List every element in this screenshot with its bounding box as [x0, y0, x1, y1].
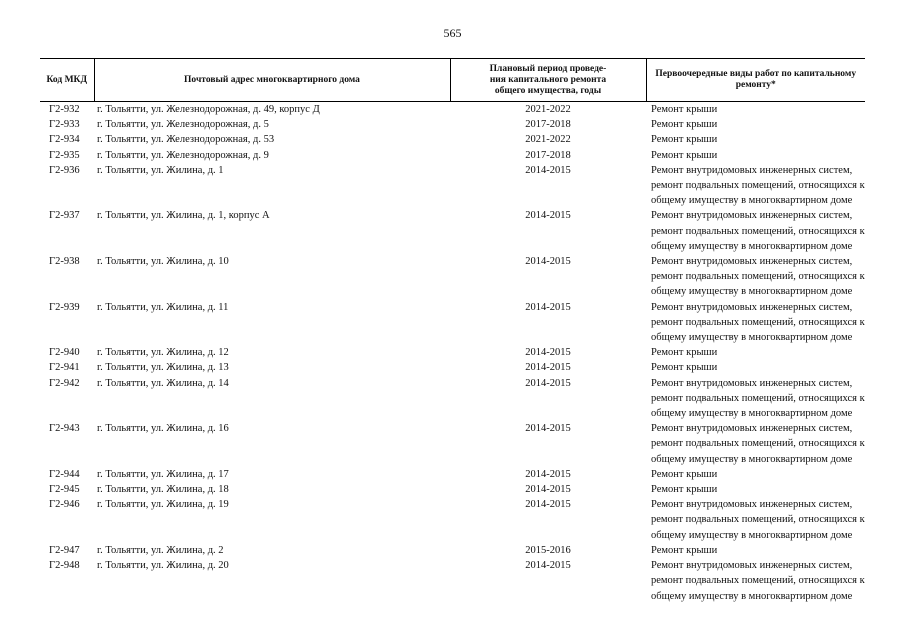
works-line: ремонт подвальных помещений, относящихся к: [651, 271, 865, 283]
works-line: общему имуществу в многоквартирном доме: [651, 408, 853, 420]
cell-period: 2015-2016: [525, 544, 571, 556]
table-row: [40, 467, 865, 482]
works-line: Ремонт внутридомовых инженерных систем,: [651, 301, 853, 313]
cell-works: [646, 376, 865, 422]
cell-works: [646, 132, 865, 147]
cell-code: Г2-940: [49, 347, 80, 359]
cell-address: г. Тольятти, ул. Железнодорожная, д. 5: [97, 119, 269, 131]
cell-address: г. Тольятти, ул. Жилина, д. 14: [97, 377, 229, 389]
cell-period: 2021-2022: [525, 104, 571, 115]
header-works-line: ремонту*: [735, 80, 776, 90]
cell-works: [646, 543, 865, 558]
header-works-line: Первоочередные виды работ по капитальному: [655, 69, 857, 79]
cell-period: 2021-2022: [525, 134, 571, 146]
table-row: [40, 376, 865, 422]
works-line: Ремонт крыши: [651, 104, 718, 115]
cell-code: Г2-935: [49, 149, 80, 161]
header-period-line: Плановый период проведе-: [489, 63, 607, 74]
table-row: [40, 132, 865, 147]
cell-code: Г2-936: [49, 164, 80, 176]
cell-code: Г2-941: [49, 362, 80, 374]
cell-period: 2014-2015: [525, 301, 571, 313]
cell-address: г. Тольятти, ул. Жилина, д. 12: [97, 347, 229, 359]
cell-code: Г2-948: [49, 560, 80, 572]
works-line: общему имуществу в многоквартирном доме: [651, 195, 853, 207]
cell-code: Г2-947: [49, 544, 80, 556]
works-line: Ремонт внутридомовых инженерных систем,: [651, 560, 853, 572]
cell-code: Г2-937: [49, 210, 80, 222]
works-line: Ремонт крыши: [651, 468, 718, 480]
cell-address: г. Тольятти, ул. Железнодорожная, д. 49, корпус Д: [97, 104, 320, 115]
cell-code: Г2-939: [49, 301, 80, 313]
works-line: Ремонт внутридомовых инженерных систем,: [651, 423, 853, 435]
cell-code: Г2-933: [49, 119, 80, 131]
table-row: [40, 482, 865, 497]
table-body: [40, 102, 865, 604]
cell-period: 2014-2015: [525, 347, 571, 359]
table-header: [40, 59, 865, 102]
cell-code: Г2-938: [49, 256, 80, 268]
housing-registry-table: [40, 58, 865, 604]
header-period: [450, 59, 646, 102]
works-line: Ремонт крыши: [651, 484, 718, 496]
cell-address: г. Тольятти, ул. Жилина, д. 1: [97, 164, 224, 176]
works-line: Ремонт внутридомовых инженерных систем,: [651, 499, 853, 511]
cell-period: 2014-2015: [525, 164, 571, 176]
header-code: Код МКД: [40, 59, 94, 102]
cell-works: [646, 300, 865, 346]
cell-code: Г2-934: [49, 134, 80, 146]
cell-period: 2014-2015: [525, 468, 571, 480]
works-line: Ремонт крыши: [651, 149, 718, 161]
cell-code: Г2-945: [49, 484, 80, 496]
cell-address: г. Тольятти, ул. Жилина, д. 1, корпус А: [97, 210, 270, 222]
table-row: [40, 360, 865, 375]
works-line: Ремонт крыши: [651, 347, 718, 359]
cell-works: [646, 482, 865, 497]
cell-period: 2014-2015: [525, 256, 571, 268]
cell-period: 2017-2018: [525, 119, 571, 131]
cell-address: г. Тольятти, ул. Жилина, д. 2: [97, 544, 224, 556]
cell-works: [646, 345, 865, 360]
table-row: [40, 543, 865, 558]
cell-code: Г2-932: [49, 104, 80, 115]
header-period-line: общего имущества, годы: [494, 85, 602, 96]
table-row: [40, 421, 865, 467]
works-line: Ремонт крыши: [651, 134, 718, 146]
cell-period: 2014-2015: [525, 484, 571, 496]
cell-works: [646, 254, 865, 300]
cell-code: Г2-946: [49, 499, 80, 511]
works-line: Ремонт крыши: [651, 362, 718, 374]
cell-works: [646, 102, 865, 118]
cell-works: [646, 421, 865, 467]
works-line: общему имуществу в многоквартирном доме: [651, 590, 853, 602]
cell-works: [646, 558, 865, 604]
cell-period: 2014-2015: [525, 560, 571, 572]
cell-address: г. Тольятти, ул. Жилина, д. 20: [97, 560, 229, 572]
cell-address: г. Тольятти, ул. Жилина, д. 13: [97, 362, 229, 374]
page-number: 565: [443, 26, 462, 40]
table-row: [40, 497, 865, 543]
cell-works: [646, 117, 865, 132]
cell-code: Г2-944: [49, 468, 80, 480]
cell-works: [646, 497, 865, 543]
cell-address: г. Тольятти, ул. Жилина, д. 11: [97, 301, 229, 313]
works-line: ремонт подвальных помещений, относящихся к: [651, 180, 865, 192]
works-line: Ремонт внутридомовых инженерных систем,: [651, 210, 853, 222]
cell-works: [646, 208, 865, 254]
header-period-line: ния капитального ремонта: [489, 74, 607, 85]
works-line: ремонт подвальных помещений, относящихся к: [651, 225, 865, 237]
works-line: ремонт подвальных помещений, относящихся к: [651, 438, 865, 450]
cell-code: Г2-942: [49, 377, 80, 389]
cell-period: 2014-2015: [525, 210, 571, 222]
table-row: [40, 208, 865, 254]
header-works: [646, 59, 865, 102]
works-line: общему имуществу в многоквартирном доме: [651, 453, 853, 465]
cell-works: [646, 163, 865, 209]
cell-address: г. Тольятти, ул. Жилина, д. 19: [97, 499, 229, 511]
table-row: [40, 148, 865, 163]
works-line: общему имуществу в многоквартирном доме: [651, 332, 853, 344]
table-row: [40, 254, 865, 300]
works-line: общему имуществу в многоквартирном доме: [651, 286, 853, 298]
cell-works: [646, 360, 865, 375]
table-row: [40, 345, 865, 360]
works-line: ремонт подвальных помещений, относящихся к: [651, 514, 865, 526]
header-address: Почтовый адрес многоквартирного дома: [94, 59, 450, 102]
works-line: Ремонт крыши: [651, 119, 718, 131]
works-line: ремонт подвальных помещений, относящихся к: [651, 392, 865, 404]
table-row: [40, 117, 865, 132]
table-row: [40, 300, 865, 346]
cell-address: г. Тольятти, ул. Жилина, д. 17: [97, 468, 229, 480]
works-line: Ремонт крыши: [651, 544, 718, 556]
table-row: [40, 102, 865, 118]
cell-period: 2014-2015: [525, 499, 571, 511]
cell-address: г. Тольятти, ул. Жилина, д. 16: [97, 423, 229, 435]
cell-address: г. Тольятти, ул. Железнодорожная, д. 9: [97, 149, 269, 161]
table-row: [40, 163, 865, 209]
cell-address: г. Тольятти, ул. Железнодорожная, д. 53: [97, 134, 275, 146]
cell-period: 2017-2018: [525, 149, 571, 161]
works-line: общему имуществу в многоквартирном доме: [651, 240, 853, 252]
works-line: Ремонт внутридомовых инженерных систем,: [651, 256, 853, 268]
table-row: [40, 558, 865, 604]
works-line: Ремонт внутридомовых инженерных систем,: [651, 377, 853, 389]
works-line: общему имуществу в многоквартирном доме: [651, 529, 853, 541]
works-line: Ремонт внутридомовых инженерных систем,: [651, 164, 853, 176]
cell-works: [646, 148, 865, 163]
works-line: ремонт подвальных помещений, относящихся к: [651, 575, 865, 587]
cell-period: 2014-2015: [525, 423, 571, 435]
cell-address: г. Тольятти, ул. Жилина, д. 18: [97, 484, 229, 496]
cell-period: 2014-2015: [525, 362, 571, 374]
cell-address: г. Тольятти, ул. Жилина, д. 10: [97, 256, 229, 268]
works-line: ремонт подвальных помещений, относящихся к: [651, 316, 865, 328]
cell-code: Г2-943: [49, 423, 80, 435]
cell-works: [646, 467, 865, 482]
cell-period: 2014-2015: [525, 377, 571, 389]
